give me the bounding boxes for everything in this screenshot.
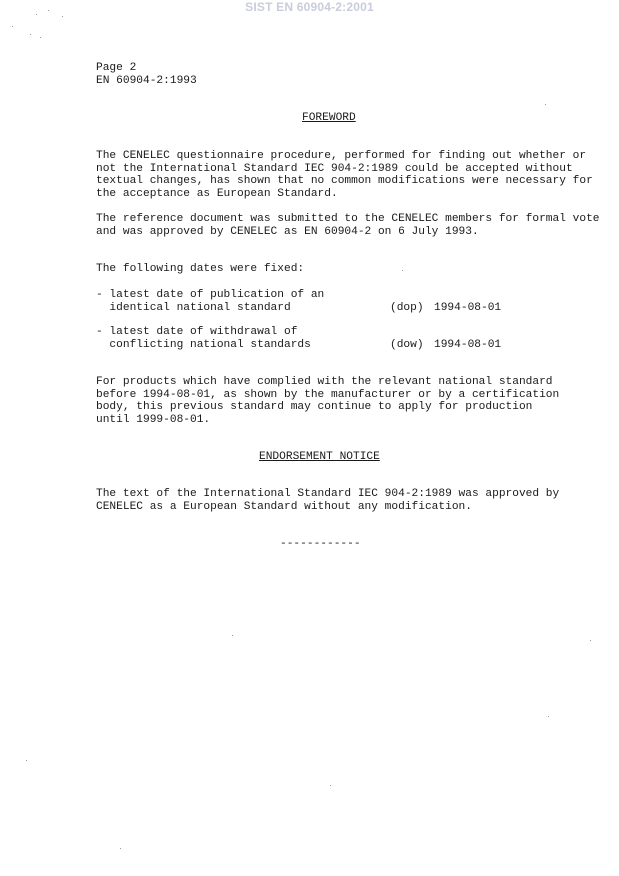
paragraph-line: The reference document was submitted to the CENELEC members for formal vote	[96, 213, 600, 225]
paragraph-line: For products which have complied with the relevant national standard	[96, 376, 553, 388]
paragraph-line: CENELEC as a European Standard without any modification.	[96, 500, 472, 513]
paragraph-line: until 1999-08-01.	[96, 413, 211, 426]
page-number: Page 2	[96, 62, 137, 74]
date-item-dow	[96, 326, 576, 351]
dates-intro: The following dates were fixed:	[96, 263, 305, 275]
date-value: 1994-08-01	[434, 301, 502, 314]
paragraph-line: and was approved by CENELEC as EN 60904-2 on 6 July 1993.	[96, 225, 479, 238]
page-header	[96, 62, 576, 87]
date-value: 1994-08-01	[434, 338, 502, 351]
foreword-paragraph-3	[96, 376, 576, 426]
paragraph-line: The CENELEC questionnaire procedure, performed for finding out whether or	[96, 150, 587, 162]
paragraph-line: not the International Standard IEC 904-2:1989 could be accepted without	[96, 162, 573, 175]
paragraph-line: The text of the International Standard IEC 904-2:1989 was approved by	[96, 488, 560, 500]
date-item-label: - latest date of publication of an	[96, 289, 325, 301]
watermark-text: SIST EN 60904-2:2001	[245, 0, 374, 14]
endorsement-heading: ENDORSEMENT NOTICE	[259, 451, 380, 463]
date-item-dop	[96, 289, 576, 314]
date-abbreviation: (dop)	[390, 301, 424, 314]
date-item-label: identical national standard	[96, 301, 291, 314]
foreword-paragraph-2	[96, 213, 600, 238]
paragraph-line: before 1994-08-01, as shown by the manufacturer or by a certification	[96, 388, 560, 401]
document-id: EN 60904-2:1993	[96, 74, 197, 87]
paragraph-line: the acceptance as European Standard.	[96, 187, 338, 200]
end-rule: ------------	[280, 538, 361, 550]
date-abbreviation: (dow)	[390, 338, 424, 351]
date-item-label: conflicting national standards	[96, 338, 311, 351]
date-item-label: - latest date of withdrawal of	[96, 326, 298, 338]
paragraph-line: body, this previous standard may continue to apply for production	[96, 401, 533, 414]
foreword-paragraph-1	[96, 150, 593, 200]
foreword-heading: FOREWORD	[302, 112, 356, 124]
paragraph-line: textual changes, has shown that no common modifications were necessary for	[96, 175, 593, 188]
endorsement-paragraph	[96, 488, 576, 513]
